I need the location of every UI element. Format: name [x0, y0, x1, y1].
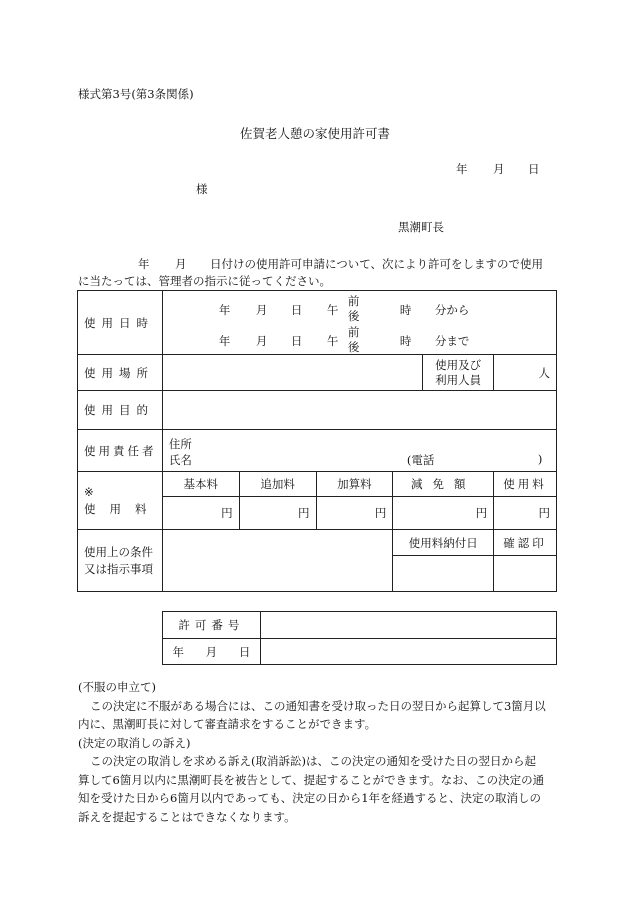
fee-header-additional: 追加料 [239, 472, 316, 497]
place-field[interactable] [162, 355, 422, 391]
fee-header-reduction: 減免額 [393, 472, 494, 497]
seal-field[interactable] [494, 556, 557, 592]
revocation-text-3: 知を受けた日から6箇月以内であっても、決定の日から1年を経過すると、決定の取消しの [78, 791, 542, 805]
permit-date-field[interactable] [260, 639, 556, 665]
responsible-field[interactable]: 住所 氏名 (電話 ) [162, 430, 556, 472]
revocation-heading: (決定の取消しの訴え) [78, 735, 191, 750]
permit-date-label: 年 月 日 [163, 639, 261, 665]
fee-reduction-field[interactable]: 円 [393, 497, 494, 530]
notes-section [78, 678, 546, 826]
purpose-label: 使用目的 [78, 391, 163, 430]
permit-number-table [162, 611, 557, 665]
usage-datetime-cell[interactable]: 年 月 日 午 前 後 時 分から 年 月 日 午 前 後 時 分まで [162, 291, 556, 355]
objection-text-1: この決定に不服がある場合には、この通知書を受け取った日の翌日から起算して3箇月以 [90, 698, 546, 713]
issuer: 黒潮町長 [398, 220, 444, 234]
responsible-label: 使用責任者 [78, 430, 163, 472]
fee-basic-field[interactable]: 円 [162, 497, 239, 530]
fee-label: ※ 使用料 [78, 472, 163, 530]
fee-header-surcharge: 加算料 [316, 472, 393, 497]
permit-details-table [77, 290, 557, 592]
permit-number-field[interactable] [260, 612, 556, 639]
fee-additional-field[interactable]: 円 [239, 497, 316, 530]
usage-datetime-label: 使用日時 [78, 291, 163, 355]
conditions-label: 使用上の条件 又は指示事項 [78, 530, 163, 592]
revocation-text-1: この決定の取消しを求める訴え(取消訴訟)は、この決定の通知を受けた日の翌日から起 [90, 754, 536, 768]
form-number: 様式第3号(第3条関係) [78, 87, 194, 101]
purpose-field[interactable] [162, 391, 556, 430]
permit-number-label: 許可番号 [163, 612, 261, 639]
addressee-suffix: 様 [196, 182, 208, 196]
page-title: 佐賀老人憩の家使用許可書 [239, 126, 390, 141]
fee-header-basic: 基本料 [162, 472, 239, 497]
conditions-field[interactable] [162, 530, 392, 592]
persons-label: 使用及び 利用人員 [423, 355, 494, 391]
revocation-text-2: 算して6箇月以内に黒潮町長を被告として、提起することができます。なお、この決定の通 [78, 772, 545, 787]
persons-field[interactable]: 人 [494, 355, 557, 391]
fee-header-total: 使用料 [494, 472, 557, 497]
place-label: 使用場所 [78, 355, 163, 391]
fee-total-field[interactable]: 円 [494, 497, 557, 530]
paid-date-field[interactable] [393, 556, 494, 592]
objection-heading: (不服の申立て) [78, 680, 156, 694]
objection-text-2: 内に、黒潮町長に対して審査請求をすることができます。 [78, 717, 377, 731]
revocation-text-4: 訴えを提起することはできなくなります。 [78, 809, 296, 824]
seal-label: 確認印 [494, 530, 557, 556]
fee-surcharge-field[interactable]: 円 [316, 497, 393, 530]
paid-date-label: 使用料納付日 [393, 530, 494, 556]
